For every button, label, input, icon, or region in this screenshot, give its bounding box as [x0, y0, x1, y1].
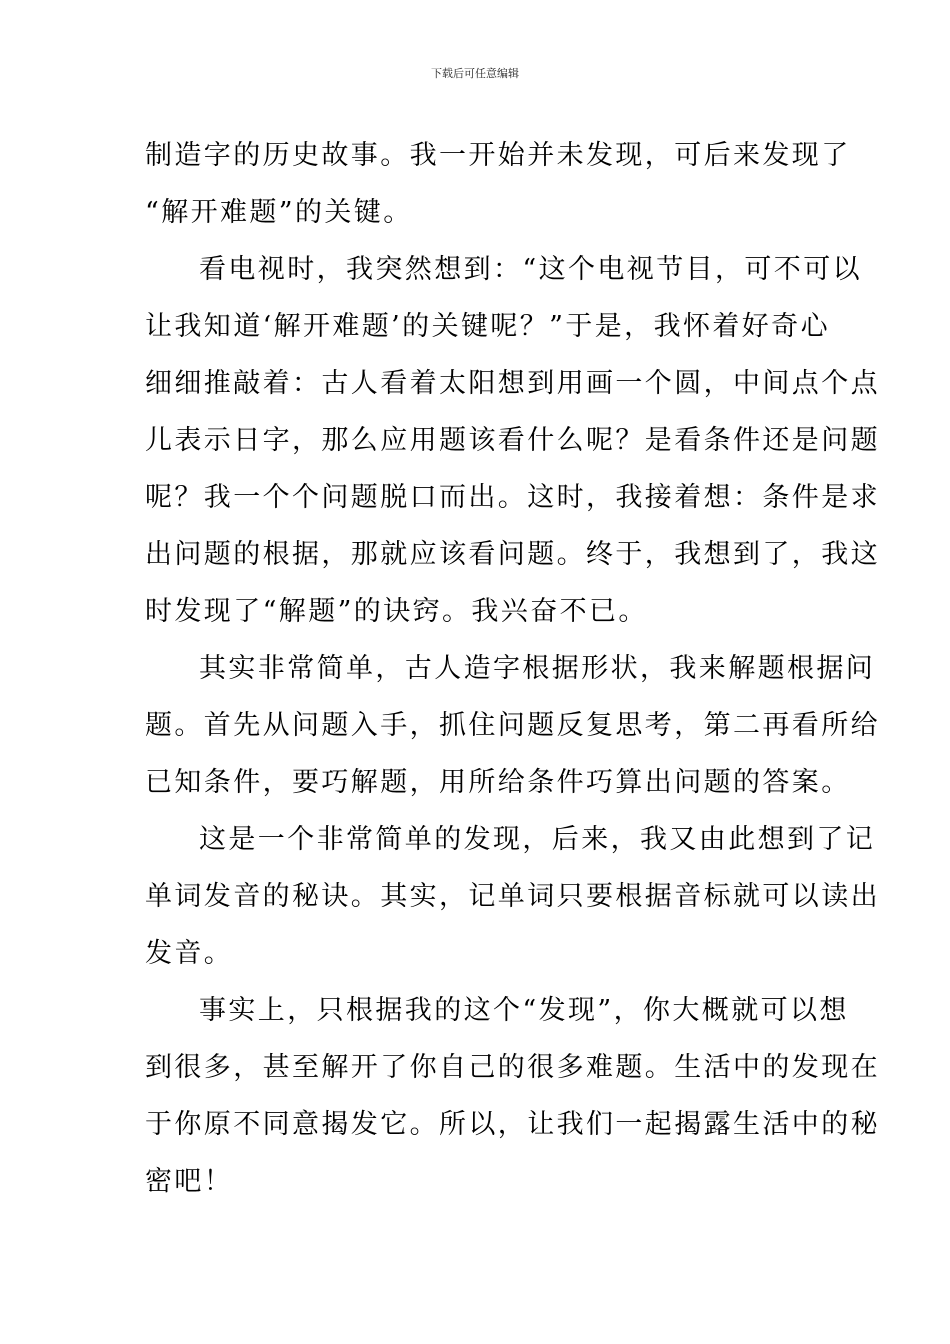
- text-line: 于你原不同意揭发它。所以，让我们一起揭露生活中的秘: [145, 1109, 880, 1140]
- text-line: 时发现了“解题”的诀窍。我兴奋不已。: [145, 596, 648, 627]
- text-line: 发音。: [145, 938, 234, 969]
- text-line: 让我知道‘解开难题’的关键呢？”于是，我怀着好奇心: [145, 311, 830, 342]
- text-line: 出问题的根据，那就应该看问题。终于，我想到了，我这: [145, 539, 880, 570]
- text-line: 到很多，甚至解开了你自己的很多难题。生活中的发现在: [145, 1052, 880, 1083]
- text-line: 已知条件，要巧解题，用所给条件巧算出问题的答案。: [145, 767, 851, 798]
- page-header-note: 下载后可任意编辑: [431, 67, 519, 80]
- text-line: 单词发音的秘诀。其实，记单词只要根据音标就可以读出: [145, 881, 880, 912]
- text-line: 制造字的历史故事。我一开始并未发现，可后来发现了: [145, 140, 851, 171]
- document-body: [145, 127, 880, 1210]
- text-line: 呢？我一个个问题脱口而出。这时，我接着想：条件是求: [145, 482, 880, 513]
- paragraph-1: [145, 127, 851, 241]
- text-line: 其实非常简单，古人造字根据形状，我来解题根据问: [199, 653, 876, 684]
- paragraph-5: [145, 982, 880, 1210]
- text-line: 事实上，只根据我的这个“发现”，你大概就可以想: [199, 995, 849, 1026]
- text-line: 题。首先从问题入手，抓住问题反复思考，第二再看所给: [145, 710, 880, 741]
- paragraph-4: [145, 811, 880, 982]
- paragraph-3: [145, 640, 880, 811]
- text-line: 儿表示日字，那么应用题该看什么呢？是看条件还是问题: [145, 425, 880, 456]
- text-line: 看电视时，我突然想到：“这个电视节目，可不可以: [199, 254, 863, 285]
- text-line: 这是一个非常简单的发现，后来，我又由此想到了记: [199, 824, 876, 855]
- text-line: 细细推敲着：古人看着太阳想到用画一个圆，中间点个点: [145, 368, 880, 399]
- text-line: 密吧！: [145, 1166, 234, 1197]
- text-line: “解开难题”的关键。: [145, 197, 413, 228]
- paragraph-2: [145, 241, 880, 640]
